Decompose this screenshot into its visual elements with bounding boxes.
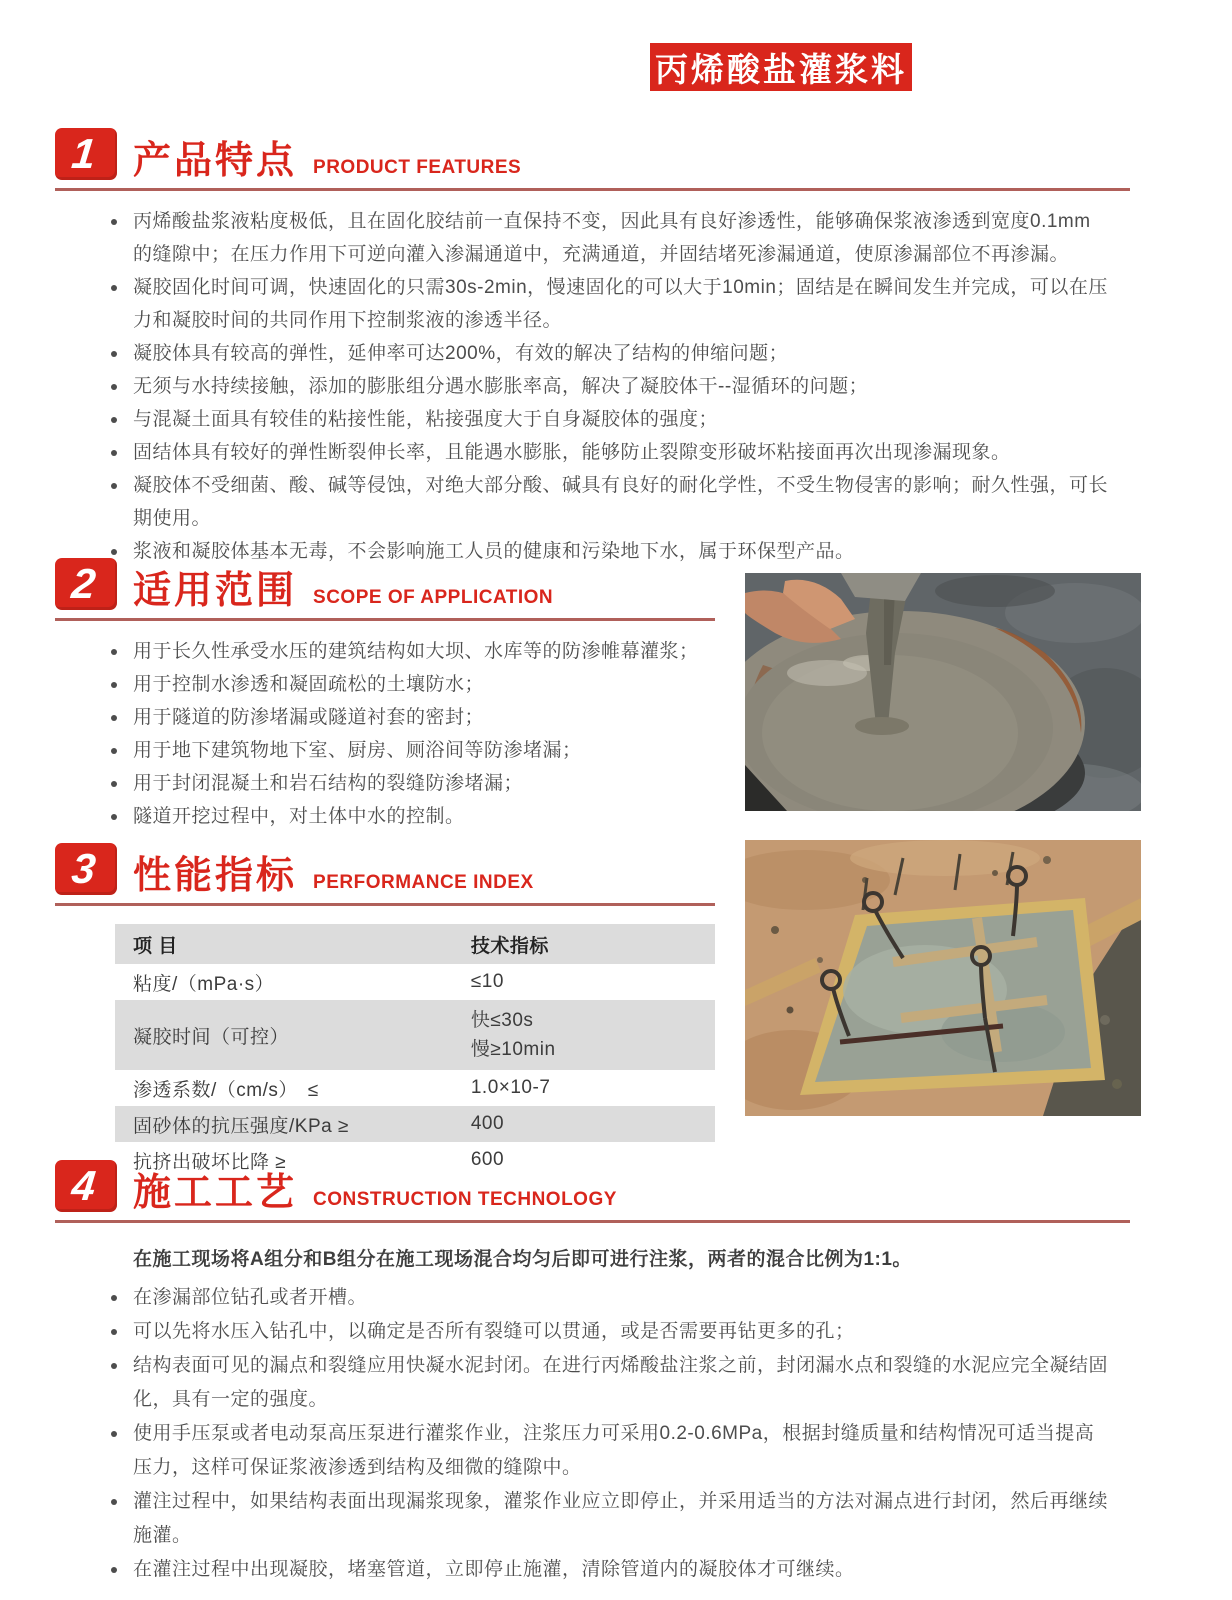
- section-divider: [55, 188, 1130, 191]
- table-row: [115, 964, 715, 1000]
- section-number: 4: [69, 1162, 99, 1209]
- section-header: [55, 558, 715, 610]
- table-header-row: [115, 924, 715, 964]
- section-number: 1: [69, 130, 99, 177]
- list-item: 凝胶体不受细菌、酸、碱等侵蚀，对绝大部分酸、碱具有良好的耐化学性，不受生物侵害的影响；耐久性强，可长期使用。: [103, 469, 1108, 535]
- list-item: 用于长久性承受水压的建筑结构如大坝、水库等的防渗帷幕灌浆；: [103, 635, 713, 668]
- list-item: 可以先将水压入钻孔中，以确定是否所有裂缝可以贯通，或是否需要再钻更多的孔；: [103, 1315, 1108, 1349]
- section-product-features: [55, 128, 1130, 568]
- list-item: 与混凝土面具有较佳的粘接性能，粘接强度大于自身凝胶体的强度；: [103, 403, 1108, 436]
- performance-table: [115, 924, 715, 1178]
- value-line: 慢≥10min: [470, 1039, 556, 1060]
- table-row: [115, 1106, 715, 1142]
- section-construction-technology: [55, 1160, 1130, 1587]
- table-cell-item: 凝胶时间（可控）: [133, 1026, 290, 1048]
- grout-mixing-photo: [745, 573, 1141, 811]
- table-row: [115, 1070, 715, 1106]
- list-item: 用于隧道的防渗堵漏或隧道衬套的密封；: [103, 701, 713, 734]
- table-cell-item: 抗挤出破坏比降 ≥: [133, 1151, 287, 1173]
- grout-mixing-illustration: [745, 573, 1141, 811]
- value-line: 快≤30s: [470, 1010, 534, 1031]
- table-cell-item: 固砂体的抗压强度/KPa ≥: [133, 1115, 349, 1137]
- construction-list: [103, 1281, 1108, 1587]
- list-item: 固结体具有较好的弹性断裂伸长率，且能遇水膨胀，能够防止裂隙变形破坏粘接面再次出现渗漏现象。: [103, 436, 1108, 469]
- table-cell-value: 400: [470, 1113, 505, 1134]
- section-performance-index: [55, 843, 715, 1178]
- section-title: 施工工艺: [133, 1172, 298, 1214]
- section-number-badge: [55, 558, 117, 610]
- section-title: 性能指标: [133, 855, 298, 897]
- section-number-badge: [55, 843, 117, 895]
- section-title: 产品特点: [133, 140, 298, 182]
- scope-list: [103, 635, 713, 833]
- section-subtitle: PERFORMANCE INDEX: [313, 872, 534, 893]
- list-item: 在灌注过程中出现凝胶，堵塞管道，立即停止施灌，清除管道内的凝胶体才可继续。: [103, 1553, 1108, 1587]
- construction-site-illustration: [745, 840, 1141, 1116]
- section-number: 2: [69, 560, 99, 607]
- table-cell-item: 渗透系数/（cm/s） ≤: [133, 1079, 319, 1101]
- section-header: [55, 843, 715, 895]
- feature-list: [103, 205, 1108, 568]
- list-item: 在渗漏部位钻孔或者开槽。: [103, 1281, 1108, 1315]
- list-item: 无须与水持续接触，添加的膨胀组分遇水膨胀率高，解决了凝胶体干--湿循环的问题；: [103, 370, 1108, 403]
- table-cell-item: 粘度/（mPa·s）: [133, 973, 275, 995]
- list-item: 浆液和凝胶体基本无毒，不会影响施工人员的健康和污染地下水，属于环保型产品。: [103, 535, 1108, 568]
- list-item: 灌注过程中，如果结构表面出现漏浆现象，灌浆作业应立即停止，并采用适当的方法对漏点进行封闭，然后再继续施灌。: [103, 1485, 1108, 1553]
- section-divider: [55, 618, 715, 621]
- table-cell-value: 1.0×10-7: [470, 1077, 551, 1098]
- section-header: [55, 1160, 1130, 1212]
- section-subtitle: CONSTRUCTION TECHNOLOGY: [313, 1189, 617, 1210]
- list-item: 结构表面可见的漏点和裂缝应用快凝水泥封闭。在进行丙烯酸盐注浆之前，封闭漏水点和裂缝的水泥应完全凝结固化，具有一定的强度。: [103, 1349, 1108, 1417]
- list-item: 用于地下建筑物地下室、厨房、厕浴间等防渗堵漏；: [103, 734, 713, 767]
- list-item: 用于封闭混凝土和岩石结构的裂缝防渗堵漏；: [103, 767, 713, 800]
- table-cell-value: ≤10: [470, 971, 504, 992]
- section-subtitle: PRODUCT FEATURES: [313, 157, 522, 178]
- section-number: 3: [69, 845, 99, 892]
- section-header: [55, 128, 1130, 180]
- table-header-cell: 项 目: [133, 935, 178, 957]
- section-subtitle: SCOPE OF APPLICATION: [313, 587, 554, 608]
- table-header-cell: 技术指标: [470, 935, 549, 957]
- table-cell-value: [453, 1000, 715, 1070]
- table-cell-value: 600: [470, 1149, 505, 1170]
- list-item: 隧道开挖过程中，对土体中水的控制。: [103, 800, 713, 833]
- list-item: 凝胶体具有较高的弹性，延伸率可达200%，有效的解决了结构的伸缩问题；: [103, 337, 1108, 370]
- section-divider: [55, 903, 715, 906]
- section-title: 适用范围: [133, 570, 298, 612]
- list-item: 用于控制水渗透和凝固疏松的土壤防水；: [103, 668, 713, 701]
- product-title-banner: 丙烯酸盐灌浆料: [650, 43, 912, 91]
- list-item: 丙烯酸盐浆液粘度极低，且在固化胶结前一直保持不变，因此具有良好渗透性，能够确保浆液渗透到宽度0.1mm的缝隙中；在压力作用下可逆向灌入渗漏通道中，充满通道，并固结堵死渗漏通道，使原渗漏部位不再渗漏。: [103, 205, 1108, 271]
- section-scope-of-application: [55, 558, 715, 833]
- section-number-badge: [55, 128, 117, 180]
- construction-intro: 在施工现场将A组分和B组分在施工现场混合均匀后即可进行注浆，两者的混合比例为1:1。: [133, 1249, 912, 1270]
- section-divider: [55, 1220, 1130, 1223]
- table-row: [115, 1000, 715, 1070]
- list-item: 凝胶固化时间可调，快速固化的只需30s-2min，慢速固化的可以大于10min；固结是在瞬间发生并完成，可以在压力和凝胶时间的共同作用下控制浆液的渗透半径。: [103, 271, 1108, 337]
- section-number-badge: [55, 1160, 117, 1212]
- list-item: 使用手压泵或者电动泵高压泵进行灌浆作业，注浆压力可采用0.2-0.6MPa，根据封缝质量和结构情况可适当提高压力，这样可保证浆液渗透到结构及细微的缝隙中。: [103, 1417, 1108, 1485]
- construction-site-photo: [745, 840, 1141, 1116]
